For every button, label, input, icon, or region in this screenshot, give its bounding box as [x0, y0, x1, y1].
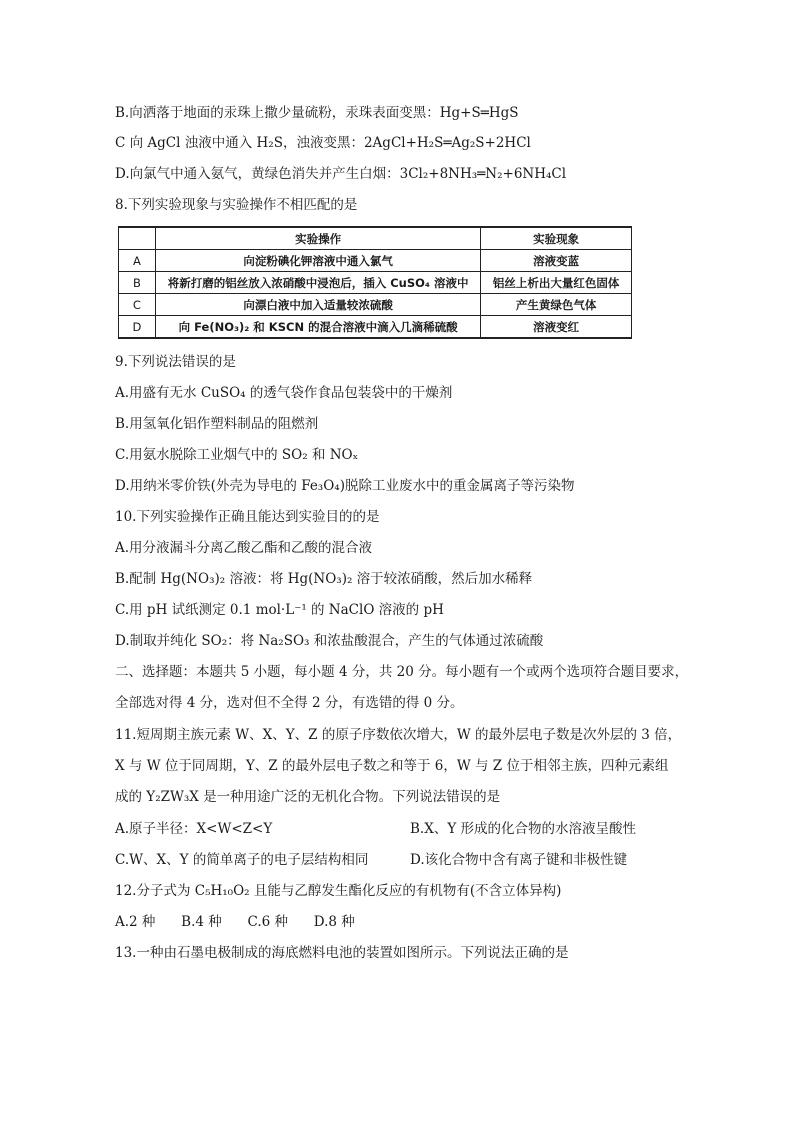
table-header-row	[119, 227, 632, 250]
question-12: 12.分子式为 C₅H₁₀O₂ 且能与乙醇发生酯化反应的有机物有(不含立体异构)	[115, 883, 562, 899]
row-operation: 向漂白液中加入适量较浓硫酸	[155, 294, 480, 316]
q11-option-b: B.X、Y 形成的化合物的水溶液呈酸性	[410, 821, 637, 837]
table-header-operation: 实验操作	[155, 227, 480, 250]
line-b-hg: B.向洒落于地面的汞珠上撒少量硫粉，汞珠表面变黑：Hg+S═HgS	[115, 105, 519, 121]
row-phenomenon: 溶液变红	[481, 316, 632, 339]
section-two-heading: 二、选择题：本题共 5 小题，每小题 4 分，共 20 分。每小题有一个或两个选项符合题目要求，	[115, 664, 689, 680]
q11-option-a: A.原子半径：X<W<Z<Y	[115, 821, 273, 837]
q10-option-a: A.用分液漏斗分离乙酸乙酯和乙酸的混合液	[115, 540, 373, 556]
question-11-line-3: 成的 Y₂ZW₃X 是一种用途广泛的无机化合物。下列说法错误的是	[115, 789, 501, 805]
row-operation: 将新打磨的铝丝放入浓硝酸中浸泡后，插入 CuSO₄ 溶液中	[155, 272, 480, 294]
q12-options: A.2 种 B.4 种 C.6 种 D.8 种	[115, 914, 355, 930]
row-operation: 向 Fe(NO₃)₂ 和 KSCN 的混合溶液中滴入几滴稀硫酸	[155, 316, 480, 339]
q9-option-d: D.用纳米零价铁(外壳为导电的 Fe₃O₄)脱除工业废水中的重金属离子等污染物	[115, 478, 575, 494]
table-row	[119, 294, 632, 316]
table-header-phenomenon: 实验现象	[481, 227, 632, 250]
table-row	[119, 272, 632, 294]
q9-option-b: B.用氢氧化铝作塑料制品的阻燃剂	[115, 416, 319, 432]
table-row	[119, 250, 632, 272]
question-11-line-1: 11.短周期主族元素 W、X、Y、Z 的原子序数依次增大，W 的最外层电子数是次外层的 3 倍，	[115, 727, 682, 743]
q10-option-b: B.配制 Hg(NO₃)₂ 溶液：将 Hg(NO₃)₂ 溶于较浓硝酸，然后加水稀释	[115, 571, 533, 587]
question-8: 8.下列实验现象与实验操作不相匹配的是	[115, 197, 358, 213]
experiment-table	[118, 226, 632, 339]
q11-option-d: D.该化合物中含有离子键和非极性键	[410, 852, 628, 868]
question-11-line-2: X 与 W 位于同周期，Y、Z 的最外层电子数之和等于 6，W 与 Z 位于相邻主族，四种元素组	[115, 758, 669, 774]
table-header-key	[119, 227, 156, 250]
row-phenomenon: 铝丝上析出大量红色固体	[481, 272, 632, 294]
q9-option-a: A.用盛有无水 CuSO₄ 的透气袋作食品包装袋中的干燥剂	[115, 385, 453, 401]
section-two-scoring: 全部选对得 4 分，选对但不全得 2 分，有选错的得 0 分。	[115, 695, 464, 711]
question-10: 10.下列实验操作正确且能达到实验目的的是	[115, 509, 380, 525]
row-key: B	[119, 272, 156, 294]
row-key: C	[119, 294, 156, 316]
q10-option-c: C.用 pH 试纸测定 0.1 mol·L⁻¹ 的 NaClO 溶液的 pH	[115, 602, 444, 618]
line-c-agcl: C 向 AgCl 浊液中通入 H₂S，浊液变黑：2AgCl+H₂S═Ag₂S+2HCl	[115, 135, 531, 151]
line-d-cl2: D.向氯气中通入氨气，黄绿色消失并产生白烟：3Cl₂+8NH₃═N₂+6NH₄Cl	[115, 166, 567, 182]
q10-option-d: D.制取并纯化 SO₂：将 Na₂SO₃ 和浓盐酸混合，产生的气体通过浓硫酸	[115, 633, 544, 649]
question-13: 13.一种由石墨电极制成的海底燃料电池的装置如图所示。下列说法正确的是	[115, 945, 569, 961]
row-phenomenon: 产生黄绿色气体	[481, 294, 632, 316]
q11-option-c: C.W、X、Y 的简单离子的电子层结构相同	[115, 852, 369, 868]
question-9: 9.下列说法错误的是	[115, 354, 236, 370]
q9-option-c: C.用氨水脱除工业烟气中的 SO₂ 和 NOₓ	[115, 447, 359, 463]
row-phenomenon: 溶液变蓝	[481, 250, 632, 272]
row-key: A	[119, 250, 156, 272]
table-row	[119, 316, 632, 339]
row-key: D	[119, 316, 156, 339]
row-operation: 向淀粉碘化钾溶液中通入氯气	[155, 250, 480, 272]
